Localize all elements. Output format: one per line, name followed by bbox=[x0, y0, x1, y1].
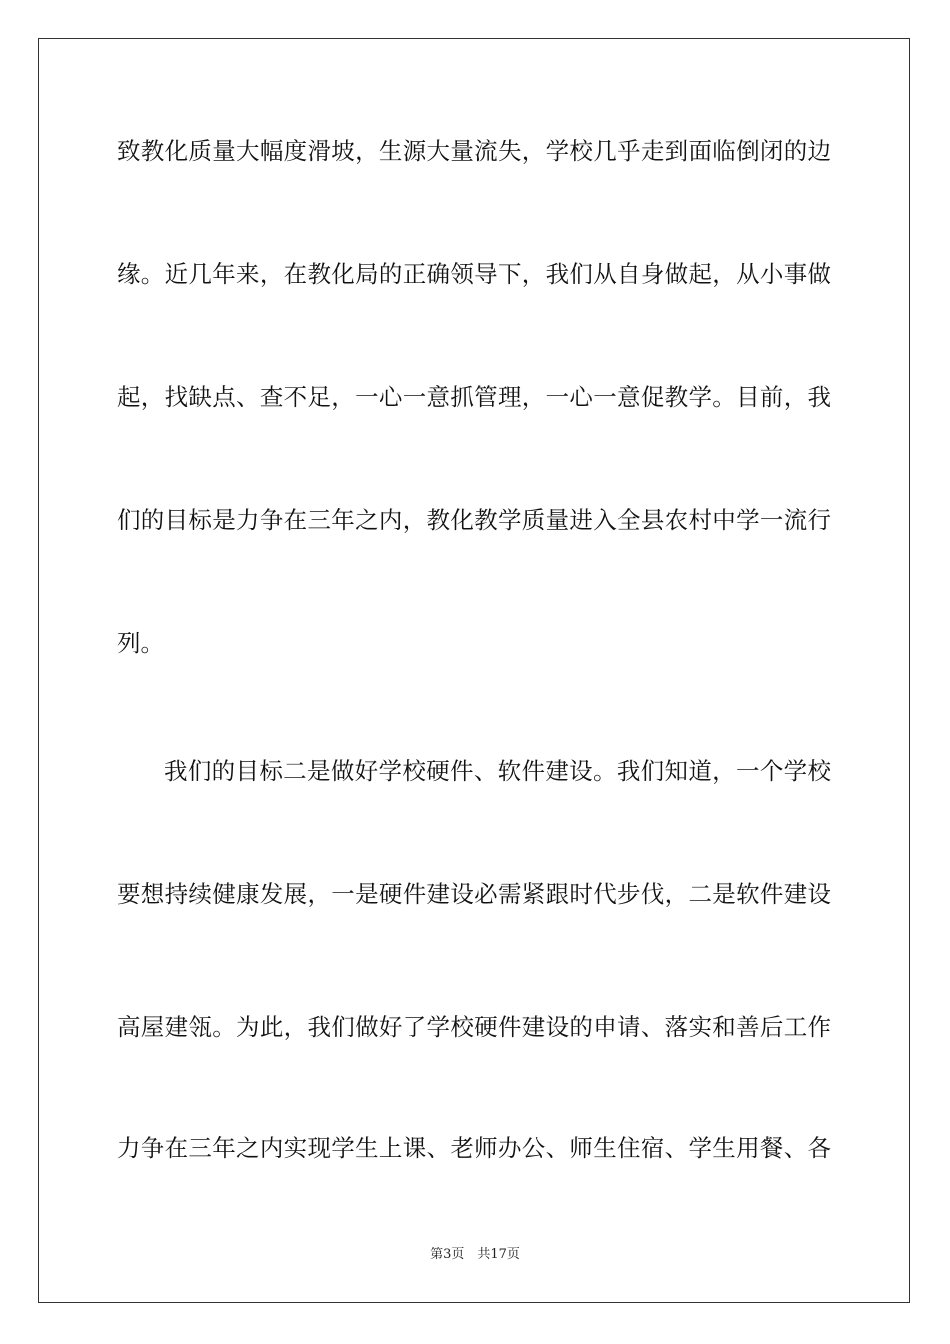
page-border bbox=[38, 38, 910, 1303]
paragraph-line: 要想持续健康发展，一是硬件建设必需紧跟时代步伐，二是软件建设 bbox=[117, 880, 831, 908]
page-number-footer: 第3页 共17页 bbox=[430, 1247, 520, 1262]
paragraph-line: 我们的目标二是做好学校硬件、软件建设。我们知道，一个学校 bbox=[164, 757, 831, 785]
paragraph-line: 力争在三年之内实现学生上课、老师办公、师生住宿、学生用餐、各 bbox=[117, 1134, 831, 1162]
paragraph-line: 致教化质量大幅度滑坡，生源大量流失，学校几乎走到面临倒闭的边 bbox=[117, 137, 831, 165]
paragraph-line: 高屋建瓴。为此，我们做好了学校硬件建设的申请、落实和善后工作 bbox=[117, 1013, 831, 1041]
paragraph-line: 们的目标是力争在三年之内，教化教学质量进入全县农村中学一流行 bbox=[117, 506, 831, 534]
paragraph-line: 列。 bbox=[117, 629, 164, 657]
paragraph-line: 缘。近几年来，在教化局的正确领导下，我们从自身做起，从小事做 bbox=[117, 260, 831, 288]
paragraph-line: 起，找缺点、查不足，一心一意抓管理，一心一意促教学。目前，我 bbox=[117, 383, 831, 411]
